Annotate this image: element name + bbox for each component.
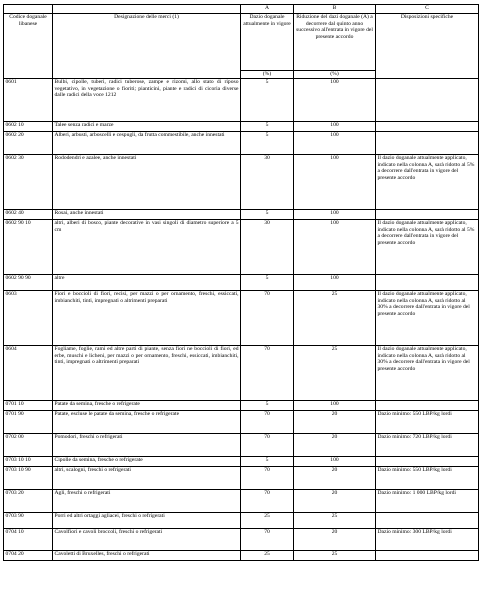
letter-empty-code xyxy=(4,5,53,14)
tariff-table xyxy=(3,4,479,561)
row-duty-a: 25 xyxy=(241,551,294,561)
row-description: Porri ed altri ortaggi agliacei, freschi o refrigerati xyxy=(53,513,241,529)
table-row xyxy=(4,401,479,411)
row-duty-a: 70 xyxy=(241,346,294,401)
table-row xyxy=(4,467,479,490)
table-row xyxy=(4,155,479,210)
table-row xyxy=(4,529,479,551)
row-description: Fiori e boccioli di fiori, recisi, per mazzi o per ornamento, freschi, essiccati, imbianchiti, tinti, impregnati o altrimenti preparati xyxy=(53,291,241,346)
table-row xyxy=(4,411,479,434)
row-description: Cavoletti di Bruxelles, freschi o refrigerati xyxy=(53,551,241,561)
row-provision-c: Dazio minimo: 550 LBP/kg lordi xyxy=(376,467,479,490)
row-code: 0602 10 xyxy=(4,122,53,132)
table-body xyxy=(4,79,479,561)
row-reduction-b: 20 xyxy=(294,490,376,513)
row-duty-a: 5 xyxy=(241,210,294,220)
row-code: 0602 40 xyxy=(4,210,53,220)
row-reduction-b: 25 xyxy=(294,513,376,529)
table-row xyxy=(4,490,479,513)
row-provision-c: Il dazio doganale attualmente applicato, indicato nella colonna A, sarà ridotto al 30% a decorrere dall'entrata in vigore del presente accordo xyxy=(376,291,479,346)
table-row xyxy=(4,79,479,122)
row-provision-c: Dazio minimo: 720 LBP/kg lordi xyxy=(376,434,479,457)
unit-b: (%) xyxy=(294,71,376,79)
row-reduction-b: 100 xyxy=(294,401,376,411)
row-code: 0701 10 xyxy=(4,401,53,411)
row-provision-c xyxy=(376,457,479,467)
row-code: 0703 90 xyxy=(4,513,53,529)
row-duty-a: 30 xyxy=(241,155,294,210)
row-duty-a: 70 xyxy=(241,467,294,490)
row-description: Patate, escluse le patate da semina, fresche o refrigerate xyxy=(53,411,241,434)
table-row xyxy=(4,513,479,529)
table-row xyxy=(4,220,479,275)
row-reduction-b: 20 xyxy=(294,411,376,434)
header-col-b: Riduzione del dazi doganale (A) a decorrere dal quinto anno successivo all'entrata in vigore del presente accordo xyxy=(294,14,376,71)
row-duty-a: 5 xyxy=(241,122,294,132)
row-provision-c: Il dazio doganale attualmente applicato, indicato nella colonna A, sarà ridotto al 30% a decorrere dall'entrata in vigore del presente accordo xyxy=(376,346,479,401)
row-duty-a: 70 xyxy=(241,411,294,434)
header-col-c: Disposizioni specifiche xyxy=(376,14,479,79)
row-duty-a: 5 xyxy=(241,457,294,467)
row-provision-c xyxy=(376,79,479,122)
row-duty-a: 5 xyxy=(241,79,294,122)
row-provision-c xyxy=(376,210,479,220)
row-duty-a: 30 xyxy=(241,220,294,275)
row-provision-c xyxy=(376,132,479,155)
row-duty-a: 70 xyxy=(241,291,294,346)
row-description: Agli, freschi o refrigerati xyxy=(53,490,241,513)
row-reduction-b: 100 xyxy=(294,275,376,291)
column-letter-b: B xyxy=(294,5,376,14)
row-code: 0704 20 xyxy=(4,551,53,561)
row-reduction-b: 25 xyxy=(294,346,376,401)
row-reduction-b: 100 xyxy=(294,79,376,122)
row-duty-a: 5 xyxy=(241,401,294,411)
row-description: Bulbi, cipolle, tuberi, radici tuberose, zampe e rizomi, allo stato di riposo vegetativo, in vegetazione o fioriti; pianticini, piante e radici di cicoria diverse dalle radici della voce 1212 xyxy=(53,79,241,122)
table-row xyxy=(4,551,479,561)
row-code: 0602 90 10 xyxy=(4,220,53,275)
row-description: altri, scalogni, freschi o refrigerati xyxy=(53,467,241,490)
row-reduction-b: 20 xyxy=(294,467,376,490)
row-provision-c xyxy=(376,275,479,291)
table-row xyxy=(4,346,479,401)
row-description: altri, alberi di bosco, piante decorative in vasi singoli di diametro superiore a 5 cm xyxy=(53,220,241,275)
row-provision-c xyxy=(376,513,479,529)
row-duty-a: 70 xyxy=(241,490,294,513)
table-row xyxy=(4,210,479,220)
row-provision-c xyxy=(376,551,479,561)
row-duty-a: 70 xyxy=(241,434,294,457)
row-code: 0702 00 xyxy=(4,434,53,457)
row-code: 0602 30 xyxy=(4,155,53,210)
row-description: Alberi, arbusti, arboscelli e cespugli, da frutta commestibile, anche innestati xyxy=(53,132,241,155)
row-reduction-b: 20 xyxy=(294,434,376,457)
row-description: Cipolle da semina, fresche o refrigerate xyxy=(53,457,241,467)
row-code: 0703 10 10 xyxy=(4,457,53,467)
row-code: 0701 90 xyxy=(4,411,53,434)
row-provision-c xyxy=(376,122,479,132)
column-letter-a: A xyxy=(241,5,294,14)
table-row xyxy=(4,275,479,291)
row-duty-a: 5 xyxy=(241,275,294,291)
row-description: Fogliame, foglie, rami ed altre parti di piante, senza fiori ne boccioli di fiori, ed erbe, muschi e licheni, per mazzi o per ornamento, freschi, essiccati, imbianchiti, tinti, impregnati o altrimenti preparati xyxy=(53,346,241,401)
row-description: Talee senza radici e marze xyxy=(53,122,241,132)
row-code: 0703 20 xyxy=(4,490,53,513)
column-header-row xyxy=(4,14,479,71)
row-reduction-b: 100 xyxy=(294,132,376,155)
row-reduction-b: 20 xyxy=(294,529,376,551)
row-reduction-b: 100 xyxy=(294,155,376,210)
header-col-a: Dazio doganale attualmente in vigore xyxy=(241,14,294,71)
row-description: Rosai, anche innestati xyxy=(53,210,241,220)
table-row xyxy=(4,122,479,132)
table-row xyxy=(4,291,479,346)
row-reduction-b: 100 xyxy=(294,122,376,132)
table-row xyxy=(4,434,479,457)
row-code: 0703 10 90 xyxy=(4,467,53,490)
row-duty-a: 5 xyxy=(241,132,294,155)
row-reduction-b: 25 xyxy=(294,291,376,346)
row-reduction-b: 100 xyxy=(294,210,376,220)
row-provision-c xyxy=(376,401,479,411)
column-letter-c: C xyxy=(376,5,479,14)
table-row xyxy=(4,132,479,155)
header-description: Designazione delle merci (1) xyxy=(53,14,241,79)
row-reduction-b: 100 xyxy=(294,457,376,467)
row-provision-c: Dazio minimo: 550 LBP/kg lordi xyxy=(376,411,479,434)
row-duty-a: 70 xyxy=(241,529,294,551)
row-reduction-b: 100 xyxy=(294,220,376,275)
row-duty-a: 25 xyxy=(241,513,294,529)
row-code: 0604 xyxy=(4,346,53,401)
row-description: Cavolfiori e cavoli broccoli, freschi o refrigerati xyxy=(53,529,241,551)
row-code: 0602 90 90 xyxy=(4,275,53,291)
row-description: Rododendri e azalee, anche innestati xyxy=(53,155,241,210)
row-reduction-b: 25 xyxy=(294,551,376,561)
row-description: Pomodori, freschi o refrigerati xyxy=(53,434,241,457)
table-row xyxy=(4,457,479,467)
row-code: 0603 xyxy=(4,291,53,346)
row-description: altre xyxy=(53,275,241,291)
row-code: 0704 10 xyxy=(4,529,53,551)
row-code: 0602 20 xyxy=(4,132,53,155)
row-code: 0601 xyxy=(4,79,53,122)
column-letter-row xyxy=(4,5,479,14)
row-description: Patate da semina, fresche o refrigerate xyxy=(53,401,241,411)
letter-empty-desc xyxy=(53,5,241,14)
row-provision-c: Dazio minimo: 1 000 LBP/kg lordi xyxy=(376,490,479,513)
row-provision-c: Dazio minimo: 300 LBP/kg lordi xyxy=(376,529,479,551)
header-code: Codice doganale libanese xyxy=(4,14,53,79)
row-provision-c: Il dazio doganale attualmente applicato, indicato nella colonna A, sarà ridotto al 5% a decorrere dall'entrata in vigore del presente accordo xyxy=(376,155,479,210)
unit-a: (%) xyxy=(241,71,294,79)
row-provision-c: Il dazio doganale attualmente applicato, indicato nella colonna A, sarà ridotto al 5% a decorrere dall'entrata in vigore del presente accordo xyxy=(376,220,479,275)
